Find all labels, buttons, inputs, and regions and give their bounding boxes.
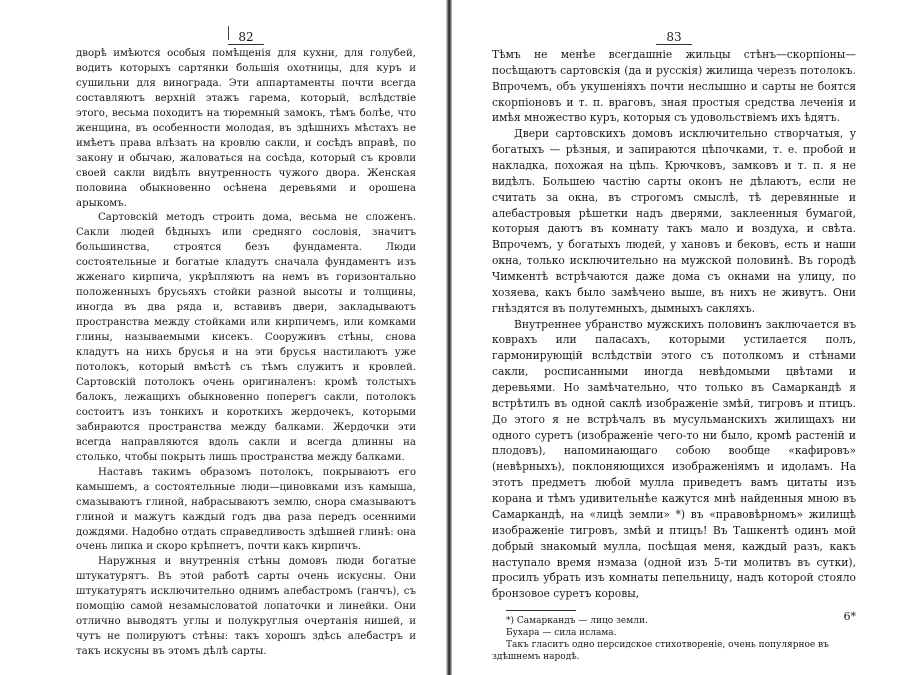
paragraph: Двери сартовскихъ домовъ исключительно створчатыя, у богатыхъ — рѣзныя, и запираются цѣпочками, т. е. пробой и накладка, похожая на цѣпь. Крючковъ, замковъ и т. п. я не видѣлъ. Большею частію сарты оконъ не дѣлаютъ, если не считать за окна, въ строгомъ смыслѣ, тѣ деревянные и алебастровыя рѣшетки надъ дверями, заклеенныя бумагой, которыя даютъ въ комнату такъ мало и воздуха, и свѣта. Впрочемъ, у богатыхъ людей, у хановъ и бековъ, есть и наши окна, только исключительно на мужской половинѣ. Въ городѣ Чимкентѣ встрѣчаются даже дома съ окнами на улицу, по хозяева, какъ было замѣчено выше, въ нихъ не живутъ. Они гнѣздятся въ полутемныхъ, дымныхъ сакляхъ. (492, 127, 856, 315)
page-header (492, 30, 856, 45)
footnote: *) Самаркандъ — лицо земли. (506, 616, 648, 627)
page-body (492, 47, 856, 602)
left-page (0, 0, 448, 675)
page-number: 83 (656, 30, 691, 45)
paragraph: Тѣмъ не менѣе всегдашніе жильцы стѣнъ—скорпіоны—посѣщаютъ сартовскія (да и русскія) жилища черезъ потолокъ. Впрочемъ, объ укушеніяхъ почти неслышно и сарты не боятся скорпіоновъ и т. п. враговъ, зная простыя средства леченія и имѣя множество куръ, которыя съ удовольствіемъ ихъ ѣдятъ. (492, 48, 856, 125)
signature-mark: 6* (843, 610, 856, 623)
footnote: Такъ гласитъ одно персидское стихотвореніе, очень популярное въ здѣшнемъ народѣ. (492, 640, 829, 663)
page-mark (228, 26, 229, 40)
page-header (76, 30, 416, 45)
paragraph: дворѣ имѣются особыя помѣщенія для кухни, для голубей, водить которыхъ сартянки большія охотницы, для куръ и сушильни для винограда. Эти аппартаменты почти всегда составляютъ верхній этажъ гарема, который, вслѣдствіе этого, весьма походитъ на тюремный замокъ, тѣмъ болѣе, что женщина, въ особенности молодая, въ здѣшнихъ мѣстахъ не имѣетъ права влѣзать на кровлю сакли, и сосѣдъ вправѣ, по закону и обычаю, жаловаться на сосѣда, который съ кровли своей сакли видѣлъ внутренность чужого двора. Женская половина обыкновенно осѣнена деревьями и орошена арыкомъ. (76, 48, 416, 209)
right-page (452, 0, 900, 675)
footnote-divider (506, 610, 576, 611)
paragraph: Внутреннее убранство мужскихъ половинъ заключается въ коврахъ или паласахъ, которыми устилается полъ, гармонирующій вслѣдствіи этого съ потолкомъ и стѣнами сакли, росписанными иногда невѣдомыми цвѣтами и деревьями. Но замѣчательно, что только въ Самаркандѣ я встрѣтилъ въ одной саклѣ изображеніе змѣй, тигровъ и птицъ. До этого я не встрѣчалъ въ мусульманскихъ жилищахъ ни одного суретъ (изображеніе чего-то ни было, кромѣ растеній и плодовъ), напоминающаго собою вообще «кафировъ» (невѣрныхъ), поклоняющихся изображеніямъ и идоламъ. На этотъ предметъ любой мулла приведетъ вамъ цитаты изъ корана и тѣмъ удивительнѣе кажутся мнѣ найденныя мною въ Самаркандѣ, на «лицѣ земли» *) въ «правовѣрномъ» жилищѣ изображеніе тигровъ, змѣй и птицъ! Въ Ташкентѣ одинъ мой добрый знакомый мулла, посѣщая меня, каждый разъ, какъ наступало время нэмаза (одной изъ 5-ти молитвъ въ сутки), просилъ убрать изъ комнаты пепельницу, надъ которой стояло бронзовое суретъ коровы, (492, 317, 856, 601)
paragraph: Наружныя и внутреннія стѣны домовъ люди богатые штукатурятъ. Въ этой работѣ сарты очень искусны. Они штукатурятъ исключительно однимъ алебастромъ (ганчъ), съ помощію самой незамысловатой лопаточки и линейки. Они отлично выводятъ углы и полукруглыя очертанія нишей, и чутъ не полируютъ стѣны: такъ хорошъ здѣсь алебастръ и такъ искусны въ этомъ дѣлѣ сарты. (76, 556, 416, 658)
paragraph: Наставъ такимъ образомъ потолокъ, покрываютъ его камышемъ, а состоятельные люди—циновками изъ камыша, смазываютъ глиной, набрасываютъ землю, снора смазываютъ глиной и мажутъ каждый годъ два раза передъ осенними дождями. Надобно отдать справедливость здѣшней глинѣ: она очень липка и скоро крѣпнетъ, почти какъ кирпичъ. (76, 466, 416, 553)
footnote: Бухара — сила ислама. (506, 628, 617, 639)
footnotes (492, 615, 856, 663)
page-number: 82 (228, 30, 263, 45)
page-body (76, 47, 416, 660)
paragraph: Сартовскій методъ строить дома, весьма не сложенъ. Сакли людей бѣдныхъ или средняго сословія, значитъ большинства, строятся безъ фундамента. Люди состоятельные и богатые кладутъ сначала фундаментъ изъ жженаго кирпича, укрѣпляютъ на немъ въ горизонтально положенныхъ брусьяхъ стойки разной высоты и толщины, иногда въ два ряда и, вставивъ двери, закладываютъ пространства между стойками или кирпичемъ, или комками глины, называемыми кисекъ. Сооруживъ стѣны, снова кладутъ на нихъ брусья и на эти брусья настилаютъ уже потолокъ, который вмѣстѣ съ тѣмъ служитъ и кровлей. Сартовскій потолокъ очень оригиналенъ: кромѣ толстыхъ балокъ, лежащихъ обыкновенно поперегъ сакли, потолокъ состоитъ изъ тонкихъ и короткихъ жердочекъ, которыми забираются пространства между балками. Жердочки эти всегда направляются вдоль сакли и всегда длинны на столько, чтобы покрыть лишь пространства между балками. (76, 212, 416, 463)
